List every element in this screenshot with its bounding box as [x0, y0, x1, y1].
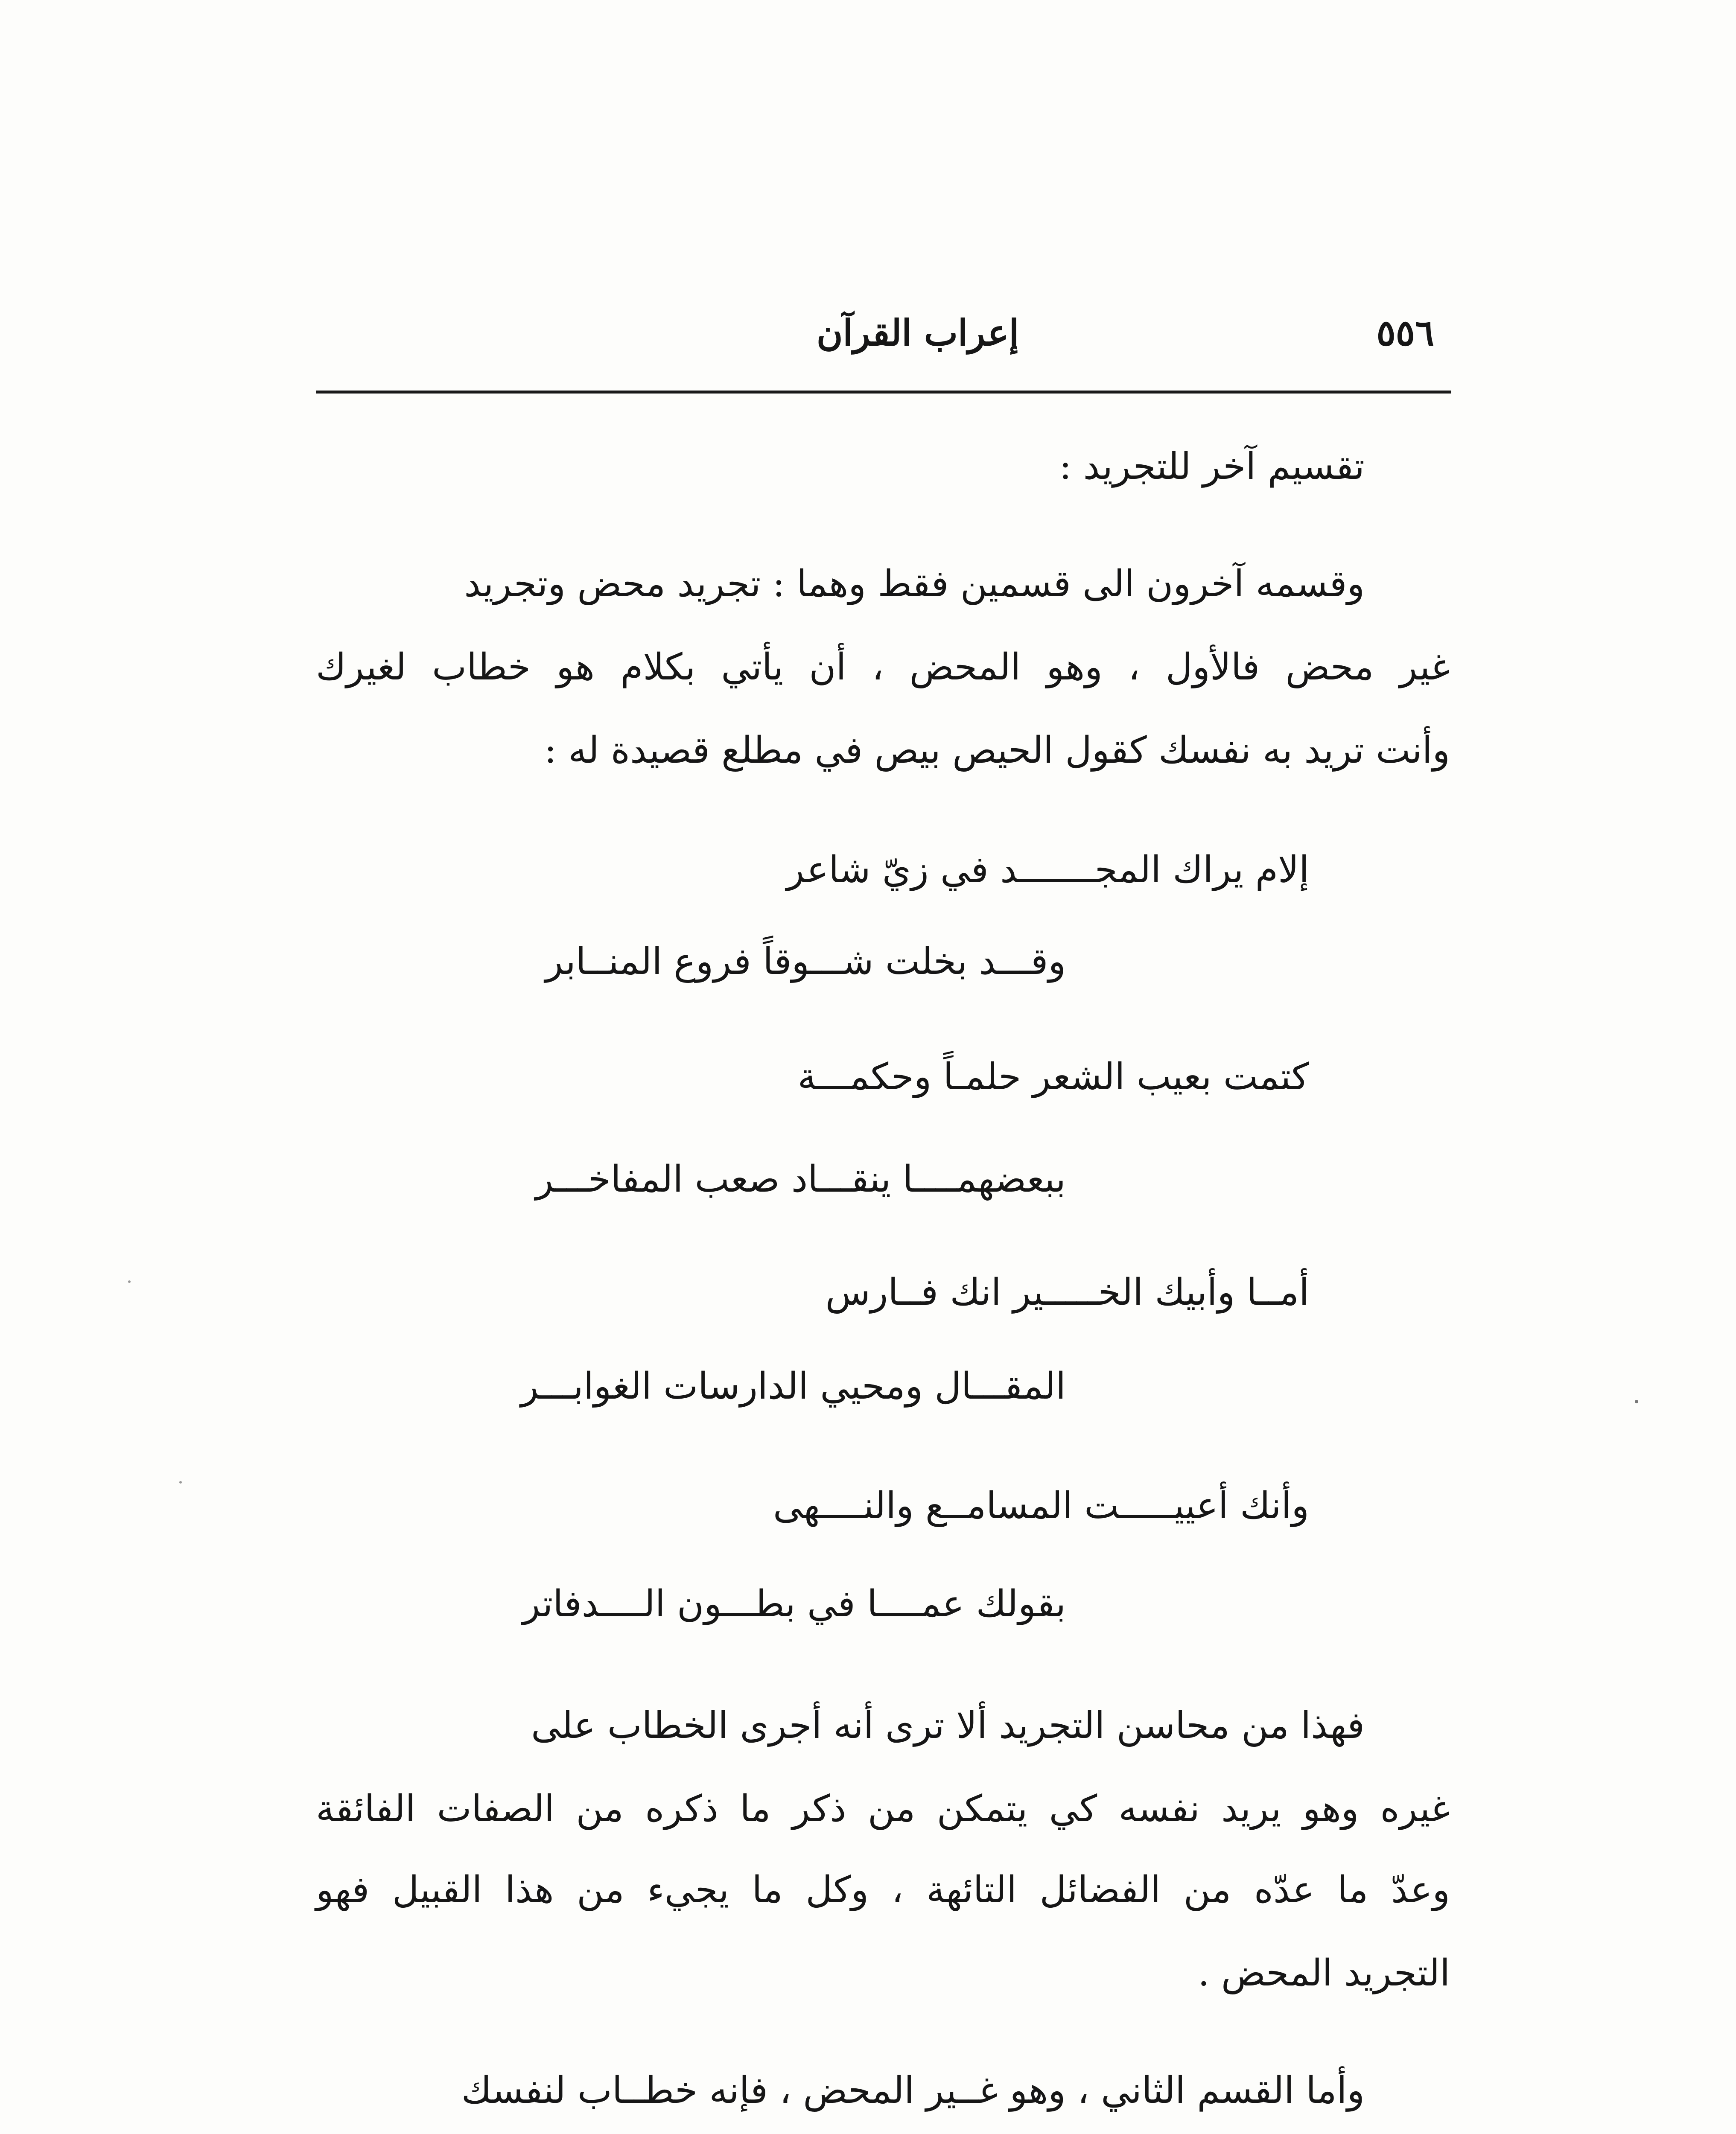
paragraph-2-line-4: التجريد المحض . [1198, 1952, 1450, 1994]
page-number: ٥٥٦ [1376, 312, 1434, 354]
paragraph-2-line-1: فهذا من محاسن التجريد ألا ترى أنه أجرى الخطاب على [531, 1704, 1365, 1747]
poem-verse-3-second-hemistich: المقـــال ومحيي الدارسات الغوابـــر [520, 1365, 1066, 1408]
poem-verse-3-first-hemistich: أمــا وأبيك الخـــــير انك فــارس [825, 1271, 1309, 1314]
paragraph-3-line-1: وأما القسم الثاني ، وهو غــير المحض ، فإنه خطــاب لنفسك [461, 2069, 1365, 2112]
header-rule [316, 391, 1451, 394]
paragraph-1-line-2: غير محض فالأول ، وهو المحض ، أن يأتي بكلام هو خطاب لغيرك [316, 646, 1450, 688]
poem-verse-4-first-hemistich: وأنك أعييـــــت المسامــع والنــــهى [773, 1484, 1309, 1527]
paragraph-2-line-2: غيره وهو يريد نفسه كي يتمكن من ذكر ما ذكره من الصفات الفائقة [316, 1787, 1450, 1830]
paragraph-1-line-1: وقسمه آخرون الى قسمين فقط وهما : تجريد محض وتجريد [464, 563, 1365, 605]
paragraph-2-line-3: وعدّ ما عدّه من الفضائل التائهة ، وكل ما يجيء من هذا القبيل فهو [316, 1869, 1450, 1911]
poem-verse-2-first-hemistich: كتمت بعيب الشعر حلمـاً وحكمـــة [797, 1055, 1309, 1098]
poem-verse-1-second-hemistich: وقـــد بخلت شـــوقاً فروع المنــابر [545, 940, 1066, 983]
section-heading: تقسيم آخر للتجريد : [1059, 445, 1365, 488]
poem-verse-1-first-hemistich: إلام يراك المجـــــــد في زيّ شاعر [786, 848, 1309, 891]
paragraph-1-line-3: وأنت تريد به نفسك كقول الحيص بيص في مطلع قصيدة له : [544, 729, 1450, 772]
poem-verse-4-second-hemistich: بقولك عمــــا في بطـــون الــــدفاتر [522, 1583, 1066, 1625]
running-title: إعراب القرآن [816, 312, 1019, 354]
page-header [316, 312, 1451, 371]
poem-verse-2-second-hemistich: ببعضهمــــا ينقـــاد صعب المفاخـــر [535, 1158, 1066, 1201]
